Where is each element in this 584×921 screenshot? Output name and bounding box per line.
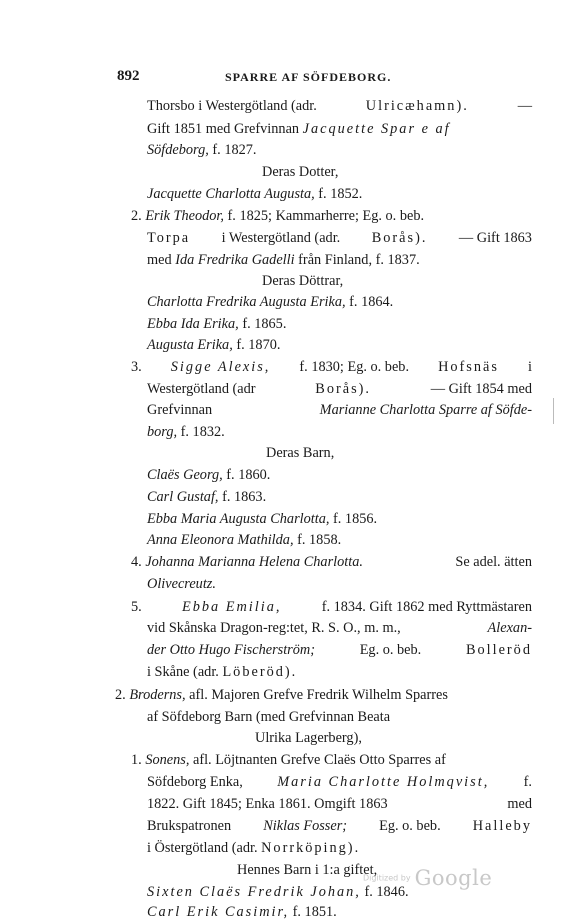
text-line: Torpa i Westergötland (adr. Borås). — Gift 1863 bbox=[147, 230, 532, 246]
text-line: Charlotta Fredrika Augusta Erika, f. 1864. bbox=[147, 294, 394, 310]
text-line: Brukspatronen Niklas Fosser; Eg. o. beb. Halleby bbox=[147, 818, 532, 834]
text-line: Ebba Ida Erika, f. 1865. bbox=[147, 316, 287, 332]
text-line: 1822. Gift 1845; Enka 1861. Omgift 1863 med bbox=[147, 796, 532, 812]
running-head: SPARRE AF SÖFDEBORG. bbox=[225, 70, 392, 84]
text-line: Ulrika Lagerberg), bbox=[255, 730, 362, 746]
text-line: Ebba Maria Augusta Charlotta, f. 1856. bbox=[147, 511, 378, 527]
text-line: af Söfdeborg Barn (med Grefvinnan Beata bbox=[147, 709, 391, 725]
text-line: i Östergötland (adr. Norrköping). bbox=[147, 840, 361, 856]
text-line: 2. Erik Theodor, f. 1825; Kammarherre; Eg. o. beb. bbox=[131, 208, 425, 224]
text-line: 5. Ebba Emilia, f. 1834. Gift 1862 med Ryttmästaren bbox=[131, 599, 532, 615]
section-heading: Deras Barn, bbox=[266, 445, 335, 461]
scan-edge-mark bbox=[553, 398, 554, 424]
text-line: Olivecreutz. bbox=[147, 576, 216, 592]
text-line: Gift 1851 med Grefvinnan Jacquette Spar e af bbox=[147, 121, 451, 137]
text-line: i Skåne (adr. Löberöd). bbox=[147, 664, 298, 680]
text-line: borg, f. 1832. bbox=[147, 424, 225, 440]
text-line: Augusta Erika, f. 1870. bbox=[147, 337, 281, 353]
section-heading: Hennes Barn i 1:a giftet, bbox=[237, 862, 378, 878]
text-line: med Ida Fredrika Gadelli från Finland, f. 1837. bbox=[147, 252, 420, 268]
text-line: 2. Broderns, afl. Majoren Grefve Fredrik Wilhelm Sparres bbox=[115, 687, 448, 703]
page-number: 892 bbox=[117, 68, 140, 84]
section-heading: Deras Dotter, bbox=[262, 164, 339, 180]
text-line: Westergötland (adr Borås). — Gift 1854 med bbox=[147, 381, 532, 397]
digitized-watermark: Digitized by Google bbox=[363, 866, 493, 890]
text-line: Söfdeborg, f. 1827. bbox=[147, 142, 257, 158]
text-line: 1. Sonens, afl. Löjtnanten Grefve Claës Otto Sparres af bbox=[131, 752, 446, 768]
text-line: Thorsbo i Westergötland (adr. Ulricæhamn). — bbox=[147, 98, 532, 114]
text-line: Carl Erik Casimir, f. 1851. bbox=[147, 904, 337, 920]
text-line: 3. Sigge Alexis, f. 1830; Eg. o. beb. Hofsnäs i bbox=[131, 359, 532, 375]
text-line: Claës Georg, f. 1860. bbox=[147, 467, 271, 483]
section-heading: Deras Döttrar, bbox=[262, 273, 344, 289]
text-line: Grefvinnan Marianne Charlotta Sparre af Söfde- bbox=[147, 402, 532, 418]
text-line: Söfdeborg Enka, Maria Charlotte Holmqvist, f. bbox=[147, 774, 532, 790]
text-line: vid Skånska Dragon-reg:tet, R. S. O., m. m., Alexan- bbox=[147, 620, 532, 636]
text-line: der Otto Hugo Fischerström; Eg. o. beb. Bolleröd bbox=[147, 642, 532, 658]
text-line: Sixten Claës Fredrik Johan, f. 1846. bbox=[147, 884, 409, 900]
text-line: Carl Gustaf, f. 1863. bbox=[147, 489, 267, 505]
text-line: 4. Johanna Marianna Helena Charlotta. Se adel. ätten bbox=[131, 554, 532, 570]
text-line: Jacquette Charlotta Augusta, f. 1852. bbox=[147, 186, 363, 202]
google-logo: Google bbox=[414, 866, 493, 890]
text-line: Anna Eleonora Mathilda, f. 1858. bbox=[147, 532, 342, 548]
